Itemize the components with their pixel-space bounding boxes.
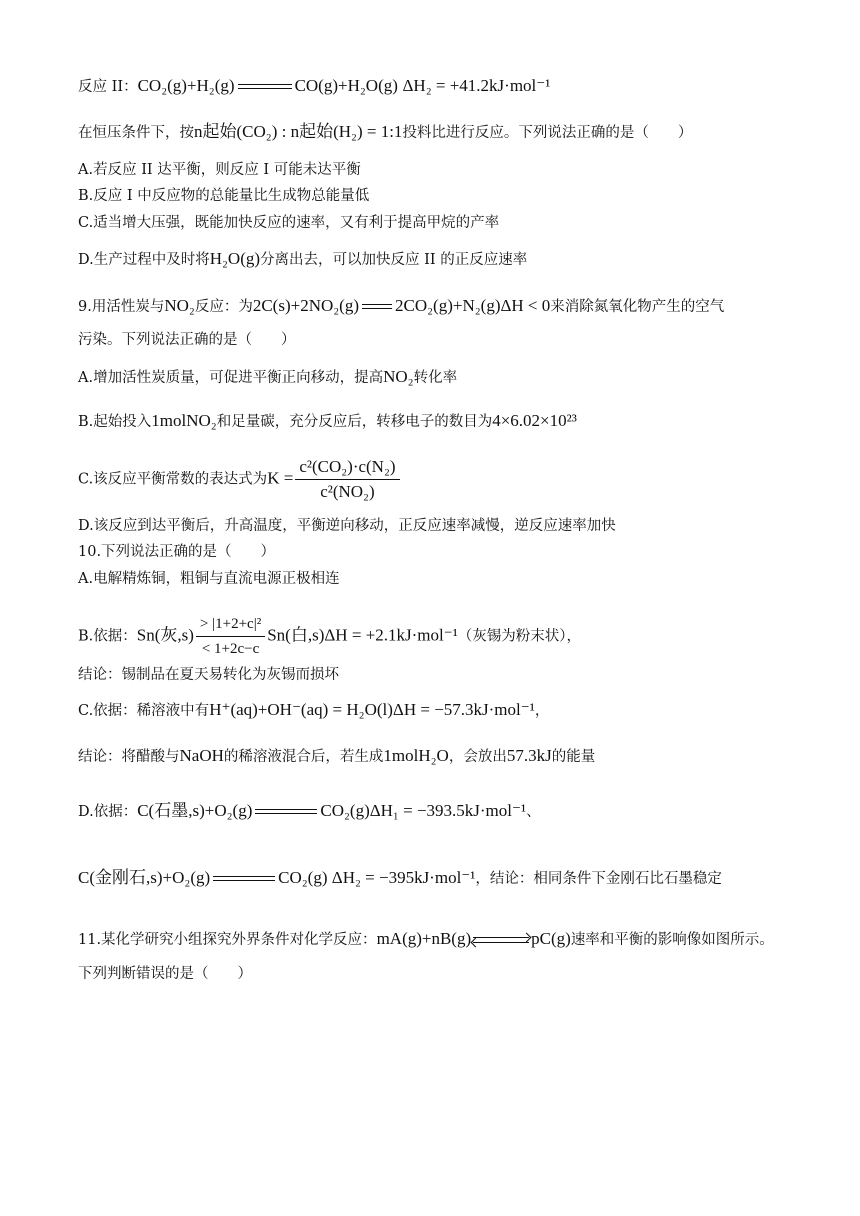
q9-option-a-text-b: 转化率 <box>413 370 458 386</box>
q9-option-b-text-b: 和足量碳，充分反应后，转移电子的数目为 <box>216 414 493 430</box>
q10-option-b-text: B.依据： <box>78 628 137 645</box>
q9-equation-products: 2CO₂(g)+N₂(g)ΔH < 0 <box>395 296 551 315</box>
q9-option-b-amount: 1molNO₂ <box>151 411 217 430</box>
q10-option-d-line2 <box>78 868 722 889</box>
q11-stem-line2: 下列判断错误的是（ ） <box>78 966 252 982</box>
q8-option-d-formula: H₂O(g) <box>209 249 261 268</box>
q10-option-b-note: （灰锡为粉末状）， <box>457 628 582 645</box>
q8-option-c: C.适当增大压强，既能加快反应的速率，又有利于提高甲烷的产率 <box>78 215 500 231</box>
q9-equation-reactants: 2C(s)+2NO₂(g) <box>252 296 359 315</box>
q10-option-d-eq1-reactants: C(石墨,s)+O₂(g) <box>137 801 253 820</box>
q10-concl-text-b: 的稀溶液混合后，若生成 <box>223 749 384 765</box>
q8-reaction-2-enthalpy: ΔH₂ = +41.2kJ·mol⁻¹ <box>402 76 551 95</box>
q9-option-c-numerator: c²(CO₂)·c(N₂) <box>295 457 399 480</box>
q8-stem <box>78 122 692 143</box>
q10-option-d-eq2-reactants: C(金刚石,s)+O₂(g) <box>78 868 211 887</box>
q10-option-c-comma: ， <box>534 703 550 719</box>
q10-option-c <box>78 700 549 721</box>
q10-concl-text-c: ，会放出 <box>448 749 507 765</box>
reversible-arrow-icon <box>473 934 529 946</box>
q11-stem-text-a: 11.某化学研究小组探究外界条件对化学反应： <box>78 932 377 948</box>
q10-option-d-separator: 、 <box>526 804 541 820</box>
q10-option-d-text: D.依据： <box>78 804 138 820</box>
q8-stem-ratio: n起始(CO₂) : n起始(H₂) = 1:1 <box>194 122 403 141</box>
q10-option-d-eq2-products: CO₂(g) ΔH₂ = −395kJ·mol⁻¹ <box>278 868 476 887</box>
q10-option-b-condition-bottom: < 1+2c−c <box>201 641 260 657</box>
q9-option-c-text: C.该反应平衡常数的表达式为 <box>78 471 268 488</box>
equilibrium-arrow-icon <box>362 302 392 312</box>
q10-concl-text-a: 结论：将醋酸与 <box>78 749 180 765</box>
q11-equation-reactants: mA(g)+nB(g) <box>376 929 472 948</box>
q10-option-b-condition-top: > |1+2+c|² <box>196 614 265 637</box>
q8-stem-text-b: 投料比进行反应。下列说法正确的是（ ） <box>402 125 693 141</box>
q8-reaction-2-products: CO(g)+H₂O(g) <box>294 76 398 95</box>
q9-stem-text-c: 来消除氮氧化物产生的空气 <box>550 299 725 315</box>
q10-option-d <box>78 801 541 822</box>
q8-option-d <box>78 249 527 270</box>
q10-option-b <box>78 614 581 659</box>
q9-stem-no2: NO₂ <box>164 296 195 315</box>
q10-option-a: A.电解精炼铜，粗铜与直流电源正极相连 <box>78 571 340 587</box>
q10-stem: 10.下列说法正确的是（ ） <box>78 544 276 560</box>
q8-option-d-text-b: 分离出去，可以加快反应 II 的正反应速率 <box>260 252 528 268</box>
q9-stem-line1 <box>78 296 724 317</box>
q8-reaction-2-prefix: 反应 II： <box>78 79 138 95</box>
q9-option-b <box>78 411 577 432</box>
equals-arrow-icon <box>213 875 275 883</box>
q9-option-b-text-a: B.起始投入 <box>78 414 152 430</box>
q10-concl-naoh: NaOH <box>179 746 224 765</box>
q10-option-b-product: Sn(白,s)ΔH = +2.1kJ·mol⁻¹ <box>267 625 458 645</box>
q10-option-c-conclusion <box>78 746 595 767</box>
q8-reaction-2 <box>78 76 550 97</box>
q10-concl-water: 1molH₂O <box>383 746 449 765</box>
q8-option-b: B.反应 I 中反应物的总能量比生成物总能量低 <box>78 188 370 204</box>
q10-option-b-condition <box>196 614 265 659</box>
q9-option-c-fraction <box>295 457 399 502</box>
q10-option-d-conclusion: ，结论：相同条件下金刚石比石墨稳定 <box>475 871 722 887</box>
q9-stem-text-b: 反应：为 <box>194 299 253 315</box>
q9-option-c-k: K = <box>267 468 294 488</box>
q10-option-b-reactant: Sn(灰,s) <box>136 625 194 645</box>
q9-option-a-text-a: A.增加活性炭质量，可促进平衡正向移动，提高 <box>78 370 384 386</box>
q9-option-a-no2: NO₂ <box>383 367 414 386</box>
q11-stem-line1 <box>78 929 774 950</box>
q10-concl-text-d: 的能量 <box>551 749 596 765</box>
q9-stem-text-a: 9.用活性炭与 <box>78 299 165 315</box>
q9-option-c <box>78 457 402 502</box>
q8-option-d-text-a: D.生产过程中及时将 <box>78 252 210 268</box>
q9-option-b-number: 4×6.02×10²³ <box>492 411 577 430</box>
q10-option-d-eq1-products: CO₂(g)ΔH₁ = −393.5kJ·mol⁻¹ <box>320 801 527 820</box>
q11-stem-text-b: 速率和平衡的影响像如图所示。 <box>570 932 774 948</box>
q8-reaction-2-reactants: CO₂(g)+H₂(g) <box>137 76 235 95</box>
q10-concl-energy: 57.3kJ <box>506 746 552 765</box>
q10-option-c-text: C.依据：稀溶液中有 <box>78 703 210 719</box>
q9-option-a <box>78 367 457 388</box>
q8-option-a: A.若反应 II 达平衡，则反应 I 可能未达平衡 <box>78 162 361 178</box>
q11-equation-products: pC(g) <box>531 929 571 948</box>
q9-option-d: D.该反应到达平衡后，升高温度，平衡逆向移动，正反应速率减慢，逆反应速率加快 <box>78 518 616 534</box>
q9-option-c-denominator: c²(NO₂) <box>320 482 375 501</box>
equilibrium-arrow-icon <box>238 82 292 92</box>
q8-stem-text-a: 在恒压条件下，按 <box>78 125 194 141</box>
q9-stem-line2: 污染。下列说法正确的是（ ） <box>78 332 296 348</box>
q10-option-c-equation: H⁺(aq)+OH⁻(aq) = H₂O(l)ΔH = −57.3kJ·mol⁻¹ <box>209 700 535 719</box>
equals-arrow-icon <box>255 808 317 816</box>
q10-option-b-conclusion: 结论：锡制品在夏天易转化为灰锡而损坏 <box>78 667 339 683</box>
